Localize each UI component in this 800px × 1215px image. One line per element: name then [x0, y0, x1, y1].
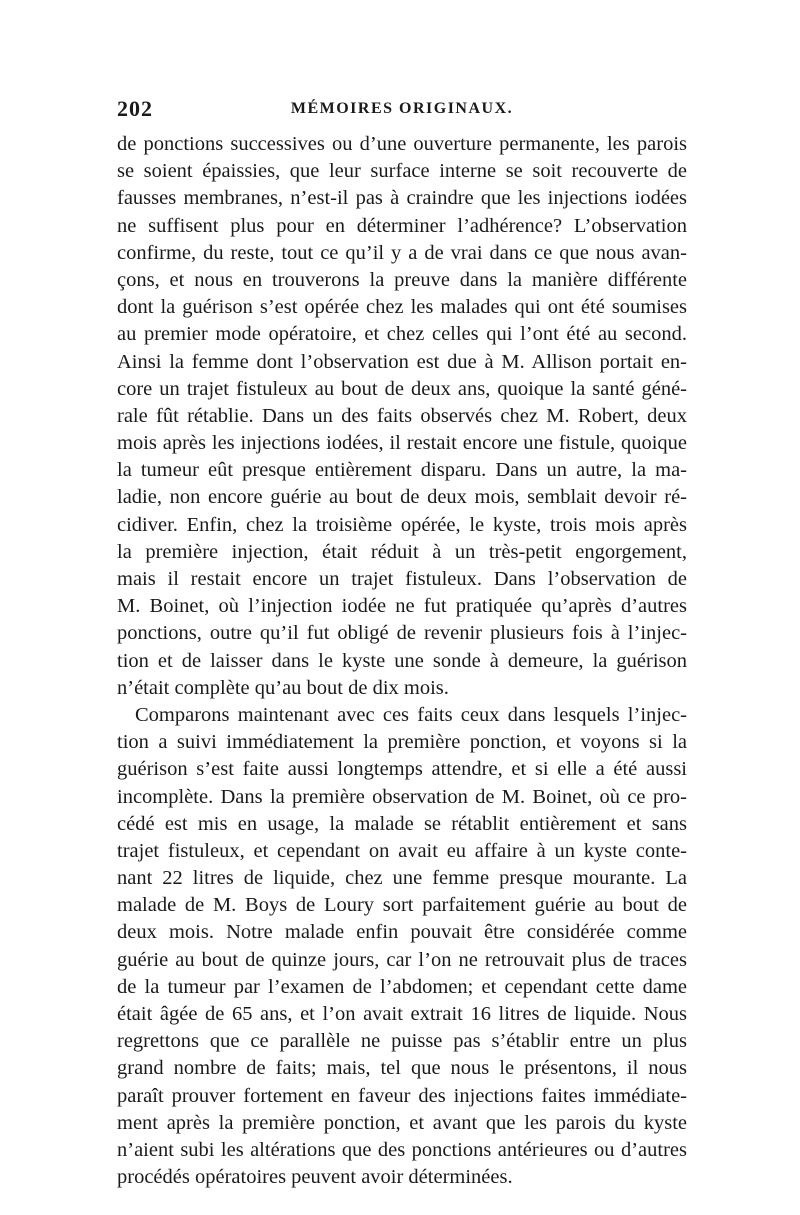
paragraph-end-line: n’était complète qu’au bout de dix mois. — [117, 676, 449, 699]
text-line: mais il restait encore un trajet fistuleux. Dans l’observation de — [117, 568, 687, 590]
text-line: regrettons que ce parallèle ne puisse pas s’établir entre un plus — [117, 1030, 687, 1053]
text-line: de ponctions successives ou d’une ouverture permanente, les parois — [117, 133, 687, 155]
text-line: core un trajet fistuleux au bout de deux ans, quoique la santé géné- — [117, 377, 687, 400]
text-line: guérison s’est faite aussi longtemps attendre, et si elle a été aussi — [117, 758, 687, 781]
text-line: se soient épaissies, que leur surface interne se soit recouverte de — [117, 160, 687, 183]
text-line: mois après les injections iodées, il restait encore une fistule, quoique — [117, 432, 687, 455]
text-line: deux mois. Notre malade enfin pouvait être considérée comme — [117, 921, 687, 944]
text-line: dont la guérison s’est opérée chez les malades qui ont été soumises — [117, 296, 687, 319]
text-line: la tumeur eût presque entièrement disparu. Dans un autre, la ma- — [117, 459, 687, 482]
text-line: cidiver. Enfin, chez la troisième opérée, le kyste, trois mois après — [117, 513, 687, 536]
page-number: 202 — [117, 96, 153, 121]
text-line: la première injection, était réduit à un très-petit engorgement, — [117, 540, 687, 563]
text-line: rale fût rétablie. Dans un des faits observés chez M. Robert, deux — [117, 404, 687, 427]
text-line: tion et de laisser dans le kyste une sonde à demeure, la guérison — [117, 649, 687, 672]
text-line: ne suffisent plus pour en déterminer l’adhérence? L’observation — [117, 214, 687, 237]
text-line: confirme, du reste, tout ce qu’il y a de vrai dans ce que nous avan- — [117, 241, 687, 264]
text-line: guérie au bout de quinze jours, car l’on ne retrouvait plus de traces — [117, 948, 687, 971]
text-line: çons, et nous en trouverons la preuve dans la manière différente — [117, 268, 687, 291]
text-line: ment après la première ponction, et avant que les parois du kyste — [117, 1111, 687, 1134]
text-line: M. Boinet, où l’injection iodée ne fut pratiquée qu’après d’autres — [117, 595, 687, 618]
text-line: paraît prouver fortement en faveur des injections faites immédiate- — [117, 1084, 687, 1107]
text-line: tion a suivi immédiatement la première ponction, et voyons si la — [117, 731, 687, 754]
text-line: de la tumeur par l’examen de l’abdomen; et cependant cette dame — [117, 975, 687, 998]
text-line: incomplète. Dans la première observation de M. Boinet, où ce pro- — [117, 785, 687, 808]
text-line: n’aient subi les altérations que des ponctions antérieures ou d’autres — [117, 1138, 687, 1161]
body-text — [117, 131, 687, 1191]
running-title: MÉMOIRES ORIGINAUX. — [290, 100, 514, 117]
paragraph-end-line: procédés opératoires peuvent avoir déterminées. — [117, 1166, 513, 1189]
text-line: cédé est mis en usage, la malade se rétablit entièrement et sans — [117, 812, 687, 835]
paragraph-start-line: Comparons maintenant avec ces faits ceux dans lesquels l’injec- — [135, 703, 687, 726]
text-line: au premier mode opératoire, et chez celles qui l’ont été au second. — [117, 323, 687, 346]
text-line: Ainsi la femme dont l’observation est due à M. Allison portait en- — [117, 350, 687, 373]
text-line: nant 22 litres de liquide, chez une femme presque mourante. La — [117, 867, 687, 890]
text-line: était âgée de 65 ans, et l’on avait extrait 16 litres de liquide. Nous — [117, 1003, 687, 1025]
text-line: ponctions, outre qu’il fut obligé de revenir plusieurs fois à l’injec- — [117, 622, 687, 645]
text-line: ladie, non encore guérie au bout de deux mois, semblait devoir ré- — [117, 486, 687, 509]
text-line: trajet fistuleux, et cependant on avait eu affaire à un kyste conte- — [117, 839, 687, 862]
text-line: malade de M. Boys de Loury sort parfaitement guérie au bout de — [117, 894, 687, 917]
text-line: fausses membranes, n’est-il pas à craindre que les injections iodées — [117, 187, 687, 210]
text-line: grand nombre de faits; mais, tel que nous le présentons, il nous — [117, 1057, 687, 1080]
page-header — [117, 96, 687, 126]
